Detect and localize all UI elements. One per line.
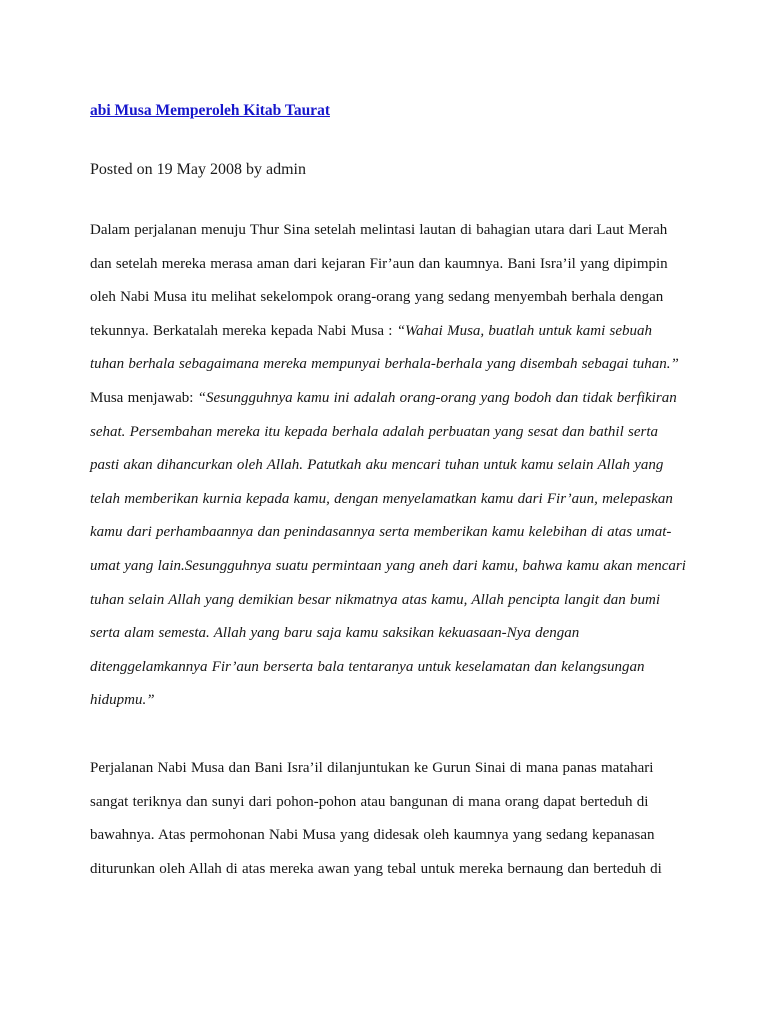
paragraph	[90, 214, 688, 718]
text-segment: “Wahai Musa, buatlah untuk kami sebuah tuhan berhala sebagaimana mereka mempunyai berhala-berhala yang disembah sebagai tuhan.”	[90, 322, 679, 373]
text-segment: Dalam perjalanan menuju Thur Sina setelah melintasi lautan di bahagian utara dari Laut Merah dan setelah mereka merasa aman dari kejaran Fir’aun dan kaumnya. Bani Isra’il yang dipimpin oleh Nabi Musa itu melihat sekelompok orang-orang yang sedang menyembah berhala dengan tekunnya. Berkatalah mereka kepada Nabi Musa :	[90, 222, 668, 339]
post-title-link[interactable]: abi Musa Memperoleh Kitab Taurat	[90, 102, 330, 119]
text-segment: “Sesungguhnya kamu ini adalah orang-orang yang bodoh dan tidak berfikiran sehat. Persembahan mereka itu kepada berhala adalah perbuatan yang sesat dan bathil serta pasti akan dihancurkan oleh Allah. Patutkah aku mencari tuhan untuk kamu selain Allah yang telah memberikan kurnia kepada kamu, dengan menyelamatkan kamu dari Fir’aun, melepaskan kamu dari perhambaannya dan penindasannya serta memberikan kamu kelebihan di atas umat-umat yang lain.Sesungguhnya suatu permintaan yang aneh dari kamu, bahwa kamu akan mencari tuhan selain Allah yang demikian besar nikmatnya atas kamu, Allah pencipta langit dan bumi serta alam semesta. Allah yang baru saja kamu saksikan kekuasaan-Nya dengan ditenggelamkannya Fir’aun berserta bala tentaranya untuk keselamatan dan kelangsungan hidupmu.”	[90, 389, 686, 709]
paragraph	[90, 752, 688, 886]
post-body	[90, 214, 688, 886]
text-segment: Perjalanan Nabi Musa dan Bani Isra’il dilanjuntukan ke Gurun Sinai di mana panas matahari sangat teriknya dan sunyi dari pohon-pohon atau bangunan di mana orang dapat berteduh di bawahnya. Atas permohonan Nabi Musa yang didesak oleh kaumnya yang sedang kepanasan diturunkan oleh Allah di atas mereka awan yang tebal untuk mereka bernaung dan berteduh di	[90, 759, 662, 877]
post-byline: Posted on 19 May 2008 by admin	[90, 161, 306, 178]
text-segment: Musa menjawab:	[90, 389, 198, 406]
post-title	[90, 86, 688, 123]
